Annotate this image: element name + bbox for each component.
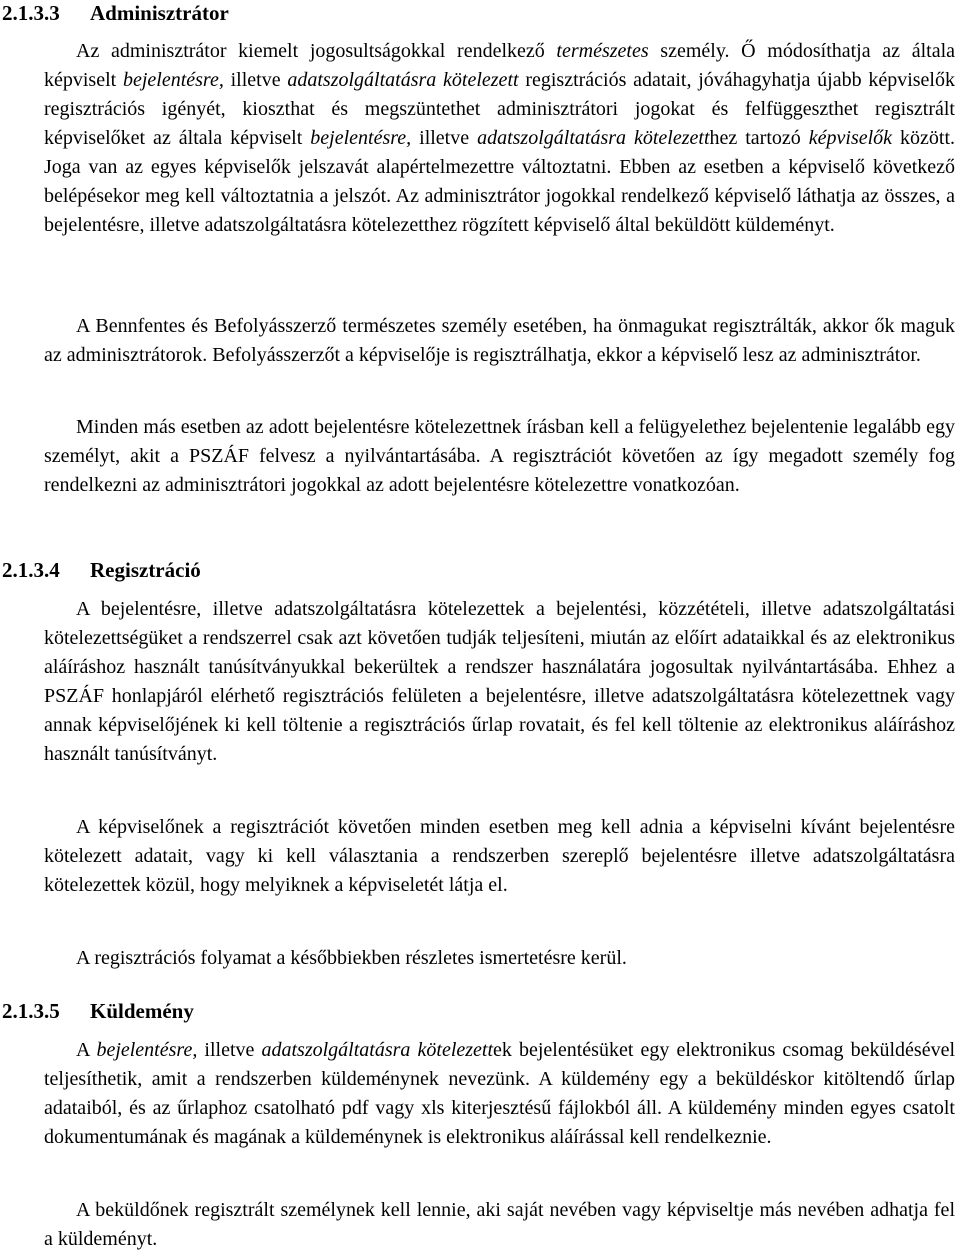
- emphasis-text: bejelentésre,: [122, 69, 224, 91]
- body-text: illetve: [223, 69, 288, 91]
- body-text: A Bennfentes és Befolyásszerző természetes személy esetében, ha önmagukat regisztrálták, akkor ők maguk az adminisztrátorok. Befolyásszerzőt a képviselője is regisztrálhatja, ekkor a képviselő lesz az adminisztrátor.: [44, 315, 955, 366]
- section-title: Küldemény: [90, 999, 194, 1023]
- paragraph: [44, 595, 955, 769]
- body-text: Minden más esetben az adott bejelentésre kötelezettnek írásban kell a felügyelethez bejelentenie legalább egy személyt, akit a PSZÁF felvesz a nyilvántartásába. A regisztrációt követően az így megadott személy fog rendelkezni az adminisztrátori jogokkal az adott bejelentésre kötelezettre vonatkozóan.: [44, 416, 955, 496]
- section-title: Regisztráció: [90, 558, 201, 582]
- body-text: illetve: [411, 127, 478, 149]
- body-text: A beküldőnek regisztrált személynek kell lennie, aki saját nevében vagy képviseltje más nevében adhatja fel a küldeményt.: [44, 1199, 955, 1250]
- paragraph: [44, 813, 955, 900]
- section-number: 2.1.3.5: [2, 999, 60, 1023]
- body-text: hez tartozó: [709, 127, 809, 149]
- paragraph: [44, 1036, 955, 1152]
- section-heading-adminisztrator: [2, 1, 229, 25]
- paragraph: [44, 413, 955, 500]
- section-heading-kuldemeny: [2, 999, 194, 1023]
- paragraph: [44, 1196, 955, 1254]
- body-text: között. Joga van az egyes képviselők jelszavát alapértelmezettre változtatni. Ebben az esetben a képviselő következő belépésekor meg kell változtatnia a jelszót. Az adminisztrátor jogokkal rendelkező képviselő láthatja az összes, a bejelentésre, illetve adatszolgáltatásra kötelezetthez rögzített képviselő által beküldött küldeményt.: [44, 127, 955, 236]
- body-text: Az adminisztrátor kiemelt jogosultságokkal rendelkező: [76, 40, 557, 62]
- paragraph: [44, 312, 955, 370]
- body-text: A bejelentésre, illetve adatszolgáltatásra kötelezettek a bejelentési, közzétételi, illetve adatszolgáltatási kötelezettségüket a rendszerrel csak azt követően tudják teljesíteni, miután az előírt adataikkal és az elektronikus aláíráshoz használt tanúsítványukkal bekerültek a rendszer használatára jogosultak nyilvántartásába. Ehhez a PSZÁF honlapjáról elérhető regisztrációs felületen a bejelentésre, illetve adatszolgáltatásra kötelezettnek vagy annak képviselőjének ki kell töltenie a regisztrációs űrlap rovatait, és fel kell töltenie az elektronikus aláíráshoz használt tanúsítványt.: [44, 598, 955, 765]
- body-text: ek bejelentésüket egy elektronikus csomag beküldésével teljesíthetik, amit a rendszerben küldeménynek nevezünk. A küldemény egy a beküldéskor kitöltendő űrlap adataiból, és az űrlaphoz csatolható pdf vagy xls kiterjesztésű fájlokból áll. A küldemény minden egyes csatolt dokumentumának és magának a küldeménynek is elektronikus aláírással kell rendelkeznie.: [44, 1039, 956, 1148]
- body-text: regisztrációs adatait, jóváhagyhatja újabb képviselők regisztrációs igényét, kioszthat és megszüntethet adminisztrátori jogokat és felfüggeszthet regisztrált képviselőket az általa képviselt: [44, 69, 955, 149]
- emphasis-text: adatszolgáltatásra kötelezett: [287, 69, 519, 91]
- emphasis-text: bejelentésre,: [310, 127, 412, 149]
- section-title: Adminisztrátor: [90, 1, 229, 25]
- paragraph: [44, 37, 955, 240]
- section-number: 2.1.3.3: [2, 1, 60, 25]
- body-text: személy. Ő módosíthatja az általa képviselt: [44, 40, 956, 91]
- emphasis-text: bejelentésre,: [96, 1039, 198, 1061]
- body-text: A képviselőnek a regisztrációt követően minden esetben meg kell adnia a képviselni kívánt bejelentésre kötelezett adatait, vagy ki kell választania a rendszerben szereplő bejelentésre illetve adatszolgáltatásra kötelezettek közül, hogy melyiknek a képviseletét látja el.: [44, 816, 955, 896]
- section-heading-regisztracio: [2, 558, 201, 582]
- emphasis-text: adatszolgáltatásra kötelezett: [477, 127, 710, 149]
- body-text: A regisztrációs folyamat a későbbiekben részletes ismertetésre kerül.: [76, 947, 627, 969]
- emphasis-text: adatszolgáltatásra kötelezett: [261, 1039, 494, 1061]
- emphasis-text: képviselők: [808, 127, 893, 149]
- paragraph: [44, 944, 955, 973]
- section-number: 2.1.3.4: [2, 558, 60, 582]
- body-text: A: [76, 1039, 97, 1061]
- emphasis-text: természetes: [556, 40, 649, 62]
- body-text: illetve: [197, 1039, 262, 1061]
